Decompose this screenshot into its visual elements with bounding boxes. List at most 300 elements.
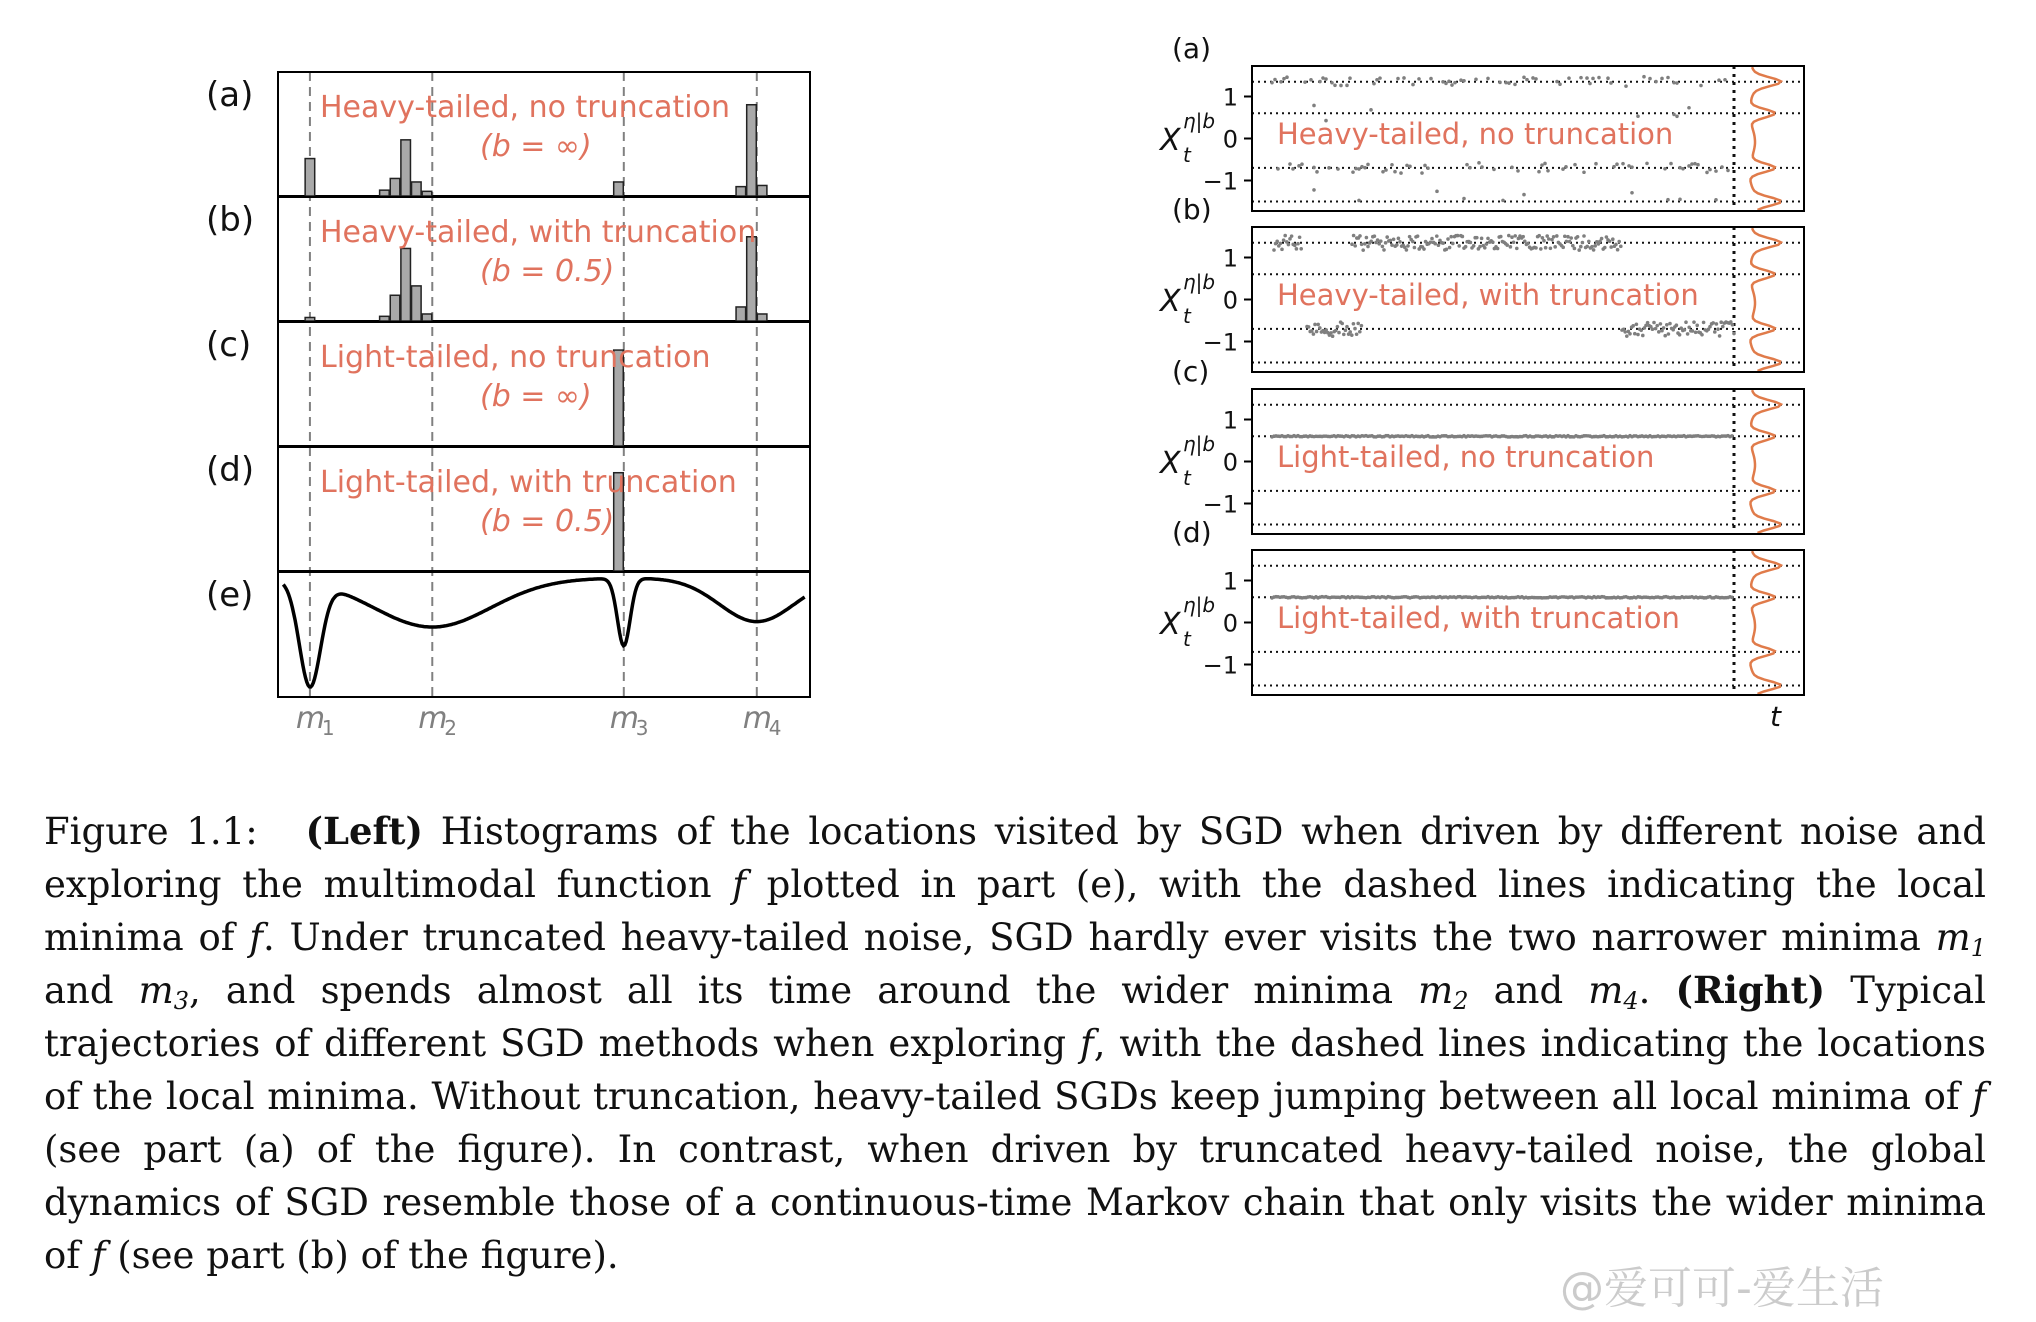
trajectory-point <box>1381 170 1385 174</box>
y-axis-label-superscript: η|b <box>1183 432 1216 456</box>
trajectory-point <box>1521 235 1525 239</box>
trajectory-point <box>1547 237 1551 241</box>
trajectory-point <box>1392 237 1396 241</box>
trajectory-point <box>1492 168 1496 172</box>
minimum-subscript: 3 <box>635 716 649 740</box>
trajectory-point <box>1464 245 1468 249</box>
trajectory-point <box>1303 80 1307 84</box>
trajectory-point <box>1408 165 1412 169</box>
panel-label: Light-tailed, no truncation <box>320 340 711 375</box>
trajectory-point <box>1687 106 1691 110</box>
trajectory-point <box>1360 324 1364 328</box>
trajectory-point <box>1430 237 1434 241</box>
trajectory-point <box>1285 75 1289 79</box>
trajectory-point <box>1507 81 1511 85</box>
trajectory-point <box>1732 332 1736 336</box>
trajectory-point <box>1564 165 1568 169</box>
histogram-bar <box>380 316 390 321</box>
trajectory-point <box>1660 77 1664 81</box>
trajectory-point <box>1363 166 1367 170</box>
trajectory-point <box>1356 322 1360 326</box>
trajectory-point <box>1641 334 1645 338</box>
trajectory-point <box>1714 198 1718 202</box>
y-axis-label-subscript: t <box>1183 304 1191 328</box>
trajectory-point <box>1522 193 1526 197</box>
trajectory-point <box>1336 325 1340 329</box>
trajectory-point <box>1501 199 1505 203</box>
trajectory-point <box>1723 78 1727 82</box>
trajectory-point <box>1275 240 1279 244</box>
histogram-bar <box>380 190 390 196</box>
trajectory-point <box>1345 325 1349 329</box>
histogram-bar <box>422 314 432 321</box>
trajectory-point <box>1351 170 1355 174</box>
trajectory-point <box>1654 80 1658 84</box>
histogram-bar <box>401 248 411 321</box>
trajectory-point <box>1372 82 1376 86</box>
trajectory-point <box>1696 163 1700 167</box>
trajectory-point <box>1581 241 1585 245</box>
panel-tag: (b) <box>206 200 255 240</box>
trajectory-point <box>1360 242 1364 246</box>
histogram-bar <box>614 182 624 196</box>
y-tick-label: −1 <box>1202 490 1238 519</box>
panel-parameter: (b = 0.5) <box>480 254 615 289</box>
trajectory-point <box>1353 244 1357 248</box>
trajectory-point <box>1334 329 1338 333</box>
trajectory-point <box>1429 77 1433 81</box>
trajectory-point <box>1369 239 1373 243</box>
trajectory-point <box>1513 83 1517 87</box>
panel-frame <box>278 572 810 697</box>
trajectory-point <box>1713 330 1717 334</box>
trajectory-point <box>1486 237 1490 241</box>
trajectory-point <box>1348 330 1352 334</box>
trajectory-point <box>1593 244 1597 248</box>
trajectory-point <box>1544 246 1548 250</box>
trajectory-point <box>1350 333 1354 337</box>
trajectory-point <box>1721 325 1725 329</box>
trajectory-point <box>1708 168 1712 172</box>
trajectory-point <box>1553 245 1557 249</box>
trajectory-point <box>1609 245 1613 249</box>
trajectory-point <box>1591 77 1595 81</box>
caption-right-text-2: , with the dashed lines indicating the locations of the local minima. Without truncation, heavy-tailed SGDs keep jumping between all local minima of <box>44 1022 1987 1118</box>
trajectory-point <box>1402 76 1406 80</box>
panel-tag: (a) <box>206 75 254 115</box>
trajectory-point <box>1279 242 1283 246</box>
trajectory-point <box>1448 246 1452 250</box>
trajectory-point <box>1366 163 1370 167</box>
trajectory-point <box>1715 322 1719 326</box>
trajectory-point <box>1318 80 1322 84</box>
trajectory-point <box>1588 82 1592 86</box>
trajectory-point <box>1429 240 1433 244</box>
trajectory-point <box>1730 595 1734 599</box>
math-f: f <box>1080 1022 1094 1065</box>
trajectory-point <box>1296 242 1300 246</box>
trajectory-point <box>1513 234 1517 238</box>
trajectory-point <box>1702 321 1706 325</box>
trajectory-point <box>1406 244 1410 248</box>
trajectory-point <box>1496 247 1500 251</box>
minimum-label: m <box>295 701 326 736</box>
trajectory-point <box>1299 247 1303 251</box>
y-axis-label-superscript: η|b <box>1183 270 1216 294</box>
math-m2: $m_2$ <box>1418 969 1469 1015</box>
y-tick-label: 1 <box>1222 83 1238 112</box>
trajectory-point <box>1483 246 1487 250</box>
trajectory-point <box>1358 330 1362 334</box>
density-curve <box>1751 67 1781 210</box>
trajectory-point <box>1435 190 1439 194</box>
trajectory-point <box>1376 238 1380 242</box>
histogram-bar <box>401 140 411 196</box>
trajectory-point <box>1279 80 1283 84</box>
math-m4: $m_4$ <box>1588 969 1639 1015</box>
histogram-bar <box>390 295 400 321</box>
trajectory-point <box>1681 167 1685 171</box>
trajectory-point <box>1659 322 1663 326</box>
trajectory-point <box>1361 248 1365 252</box>
histogram-bar <box>757 314 767 321</box>
trajectory-point <box>1357 167 1361 171</box>
y-axis-label-superscript: η|b <box>1183 109 1216 133</box>
trajectory-point <box>1558 82 1562 86</box>
trajectory-point <box>1582 170 1586 174</box>
trajectory-point <box>1366 245 1370 249</box>
trajectory-point <box>1655 324 1659 328</box>
math-f: f <box>91 1234 106 1277</box>
left-histogram-figure <box>206 72 810 740</box>
trajectory-point <box>1293 244 1297 248</box>
trajectory-point <box>1437 243 1441 247</box>
trajectory-point <box>1282 238 1286 242</box>
y-tick-label: 0 <box>1222 448 1238 477</box>
y-tick-label: 0 <box>1222 286 1238 315</box>
y-tick-label: 1 <box>1222 406 1238 435</box>
histogram-bar <box>757 185 767 196</box>
trajectory-point <box>1315 330 1319 334</box>
minimum-label: m <box>609 701 640 736</box>
multimodal-function-curve <box>283 579 804 687</box>
trajectory-point <box>1566 235 1570 239</box>
right-trajectory-figure <box>1158 32 1804 733</box>
panel-label: Heavy-tailed, with truncation <box>320 215 757 250</box>
trajectory-point <box>1413 246 1417 250</box>
trajectory-point <box>1396 77 1400 81</box>
histogram-bar <box>305 317 315 321</box>
trajectory-point <box>1313 323 1317 327</box>
trajectory-point <box>1474 77 1478 81</box>
trajectory-point <box>1667 332 1671 336</box>
trajectory-point <box>1639 328 1643 332</box>
trajectory-point <box>1534 246 1538 250</box>
trajectory-point <box>1312 332 1316 336</box>
y-tick-label: 0 <box>1222 609 1238 638</box>
trajectory-point <box>1280 248 1284 252</box>
trajectory-point <box>1283 234 1287 238</box>
trajectory-point <box>1447 80 1451 84</box>
trajectory-point <box>1615 162 1619 166</box>
trajectory-point <box>1694 330 1698 334</box>
histogram-bar <box>305 159 315 196</box>
trajectory-point <box>1507 234 1511 238</box>
trajectory-point <box>1475 236 1479 240</box>
panel-parameter: (b = ∞) <box>480 129 592 164</box>
trajectory-point <box>1534 77 1538 81</box>
caption-left-bold: (Left) <box>305 809 424 853</box>
trajectory-point <box>1719 320 1723 324</box>
y-axis-label-subscript: t <box>1183 466 1191 490</box>
trajectory-point <box>1449 235 1453 239</box>
caption-right-text-3: (see part (a) of the figure). In contrast, when driven by truncated heavy-tailed noise, the global dynamics of SGD resemble those of a continuous-time Markov chain that only visits the wider minima of <box>44 1128 1986 1277</box>
trajectory-point <box>1393 170 1397 174</box>
trajectory-point <box>1342 333 1346 337</box>
trajectory-point <box>1577 248 1581 252</box>
trajectory-point <box>1537 234 1541 238</box>
caption-right-text-4: (see part (b) of the figure). <box>117 1234 619 1277</box>
caption-left-text-4: , and spends almost all its time around the wider minima <box>189 969 1394 1012</box>
trajectory-point <box>1379 239 1383 243</box>
trajectory-point <box>1600 237 1604 241</box>
trajectory-point <box>1731 323 1735 327</box>
figure-caption <box>44 805 1986 1282</box>
trajectory-point <box>1705 171 1709 175</box>
trajectory-point <box>1457 244 1461 248</box>
trajectory-panel-tag: (d) <box>1172 516 1212 549</box>
trajectory-point <box>1718 334 1722 338</box>
caption-and: and <box>1493 969 1564 1012</box>
y-axis-label-superscript: η|b <box>1183 593 1216 617</box>
trajectory-point <box>1631 324 1635 328</box>
trajectory-point <box>1657 330 1661 334</box>
trajectory-point <box>1397 237 1401 241</box>
trajectory-point <box>1573 247 1577 251</box>
trajectory-panel-tag: (c) <box>1172 355 1210 388</box>
panel-tag: (e) <box>206 575 254 615</box>
trajectory-point <box>1692 320 1696 324</box>
trajectory-point <box>1446 237 1450 241</box>
trajectory-point <box>1498 81 1502 85</box>
trajectory-point <box>1333 83 1337 87</box>
trajectory-point <box>1365 236 1369 240</box>
trajectory-point <box>1486 77 1490 81</box>
trajectory-point <box>1491 240 1495 244</box>
trajectory-point <box>1623 330 1627 334</box>
trajectory-point <box>1270 81 1274 85</box>
trajectory-panel-label: Light-tailed, with truncation <box>1277 601 1680 635</box>
trajectory-point <box>1288 162 1292 166</box>
math-f: f <box>732 863 746 906</box>
trajectory-point <box>1273 78 1277 82</box>
trajectory-point <box>1485 242 1489 246</box>
trajectory-point <box>1675 81 1679 85</box>
trajectory-point <box>1327 166 1331 170</box>
trajectory-point <box>1291 167 1295 171</box>
math-m1: $m_1$ <box>1935 916 1986 962</box>
trajectory-point <box>1675 323 1679 327</box>
trajectory-point <box>1636 333 1640 337</box>
trajectory-point <box>1691 329 1695 333</box>
y-axis-label-subscript: t <box>1183 627 1191 651</box>
trajectory-point <box>1594 162 1598 166</box>
trajectory-point <box>1646 321 1650 325</box>
trajectory-point <box>1624 84 1628 88</box>
trajectory-point <box>1300 162 1304 166</box>
trajectory-point <box>1472 244 1476 248</box>
trajectory-point <box>1606 76 1610 80</box>
y-tick-label: −1 <box>1202 328 1238 357</box>
density-curve <box>1751 228 1781 371</box>
caption-left-text-3: . Under truncated heavy-tailed noise, SGD hardly ever visits the two narrower minima <box>262 916 1921 959</box>
y-tick-label: −1 <box>1202 651 1238 680</box>
trajectory-point <box>1576 235 1580 239</box>
trajectory-point <box>1612 165 1616 169</box>
trajectory-panel-tag: (a) <box>1172 32 1212 65</box>
trajectory-point <box>1645 162 1649 166</box>
trajectory-point <box>1628 332 1632 336</box>
density-curve <box>1751 551 1781 694</box>
histogram-bar <box>412 182 422 196</box>
trajectory-point <box>1555 234 1559 238</box>
trajectory-point <box>1619 245 1623 249</box>
histogram-bar <box>390 178 400 196</box>
trajectory-point <box>1336 167 1340 171</box>
trajectory-point <box>1423 164 1427 168</box>
trajectory-point <box>1505 243 1509 247</box>
trajectory-point <box>1585 76 1589 80</box>
trajectory-point <box>1468 166 1472 170</box>
trajectory-point <box>1276 167 1280 171</box>
trajectory-point <box>1453 81 1457 85</box>
histogram-bar <box>747 105 757 196</box>
trajectory-point <box>1315 170 1319 174</box>
trajectory-point <box>1465 163 1469 167</box>
trajectory-point <box>1555 80 1559 84</box>
trajectory-point <box>1678 333 1682 337</box>
trajectory-point <box>1422 247 1426 251</box>
trajectory-panel-tag: (b) <box>1172 193 1212 226</box>
y-tick-label: −1 <box>1202 167 1238 196</box>
math-m3: $m_3$ <box>138 969 190 1015</box>
trajectory-point <box>1678 198 1682 202</box>
trajectory-point <box>1290 234 1294 238</box>
trajectory-point <box>1298 235 1302 239</box>
panel-label: Heavy-tailed, no truncation <box>320 90 730 125</box>
histogram-bar <box>422 191 432 196</box>
trajectory-point <box>1444 82 1448 86</box>
trajectory-point <box>1587 240 1591 244</box>
trajectory-point <box>1662 326 1666 330</box>
trajectory-point <box>1345 84 1349 88</box>
trajectory-point <box>1609 81 1613 85</box>
trajectory-point <box>1552 235 1556 239</box>
trajectory-point <box>1590 245 1594 249</box>
trajectory-point <box>1635 322 1639 326</box>
trajectory-point <box>1730 434 1734 438</box>
trajectory-point <box>1420 171 1424 175</box>
trajectory-point <box>1469 241 1473 245</box>
math-f: f <box>249 916 263 959</box>
trajectory-point <box>1537 170 1541 174</box>
trajectory-point <box>1684 320 1688 324</box>
trajectory-point <box>1714 169 1718 173</box>
trajectory-point <box>1563 234 1567 238</box>
trajectory-point <box>1450 83 1454 87</box>
trajectory-point <box>1369 108 1373 112</box>
trajectory-point <box>1568 240 1572 244</box>
trajectory-point <box>1625 334 1629 338</box>
trajectory-point <box>1579 245 1583 249</box>
trajectory-point <box>1611 237 1615 241</box>
trajectory-point <box>1331 334 1335 338</box>
trajectory-point <box>1687 164 1691 168</box>
trajectory-point <box>1477 161 1481 165</box>
trajectory-point <box>1561 246 1565 250</box>
trajectory-point <box>1509 245 1513 249</box>
trajectory-point <box>1405 248 1409 252</box>
trajectory-point <box>1666 76 1670 80</box>
trajectory-point <box>1675 114 1679 118</box>
trajectory-point <box>1630 165 1634 169</box>
figure-label: Figure 1.1: <box>44 810 258 853</box>
trajectory-point <box>1310 329 1314 333</box>
trajectory-point <box>1579 76 1583 80</box>
trajectory-point <box>1687 325 1691 329</box>
density-curve <box>1751 390 1781 533</box>
y-axis-label: X <box>1160 446 1181 481</box>
trajectory-point <box>1309 78 1313 82</box>
trajectory-point <box>1399 171 1403 175</box>
trajectory-point <box>1717 78 1721 82</box>
trajectory-point <box>1295 247 1299 251</box>
trajectory-point <box>1389 239 1393 243</box>
trajectory-point <box>1665 323 1669 327</box>
trajectory-point <box>1504 81 1508 85</box>
trajectory-point <box>1398 240 1402 244</box>
trajectory-point <box>1633 332 1637 336</box>
trajectory-point <box>1663 167 1667 171</box>
panel-parameter: (b = ∞) <box>480 379 592 414</box>
trajectory-point <box>1614 243 1618 247</box>
trajectory-point <box>1617 240 1621 244</box>
y-tick-label: 1 <box>1222 567 1238 596</box>
trajectory-point <box>1426 166 1430 170</box>
trajectory-point <box>1350 242 1354 246</box>
trajectory-point <box>1461 235 1465 239</box>
trajectory-point <box>1603 246 1607 250</box>
trajectory-point <box>1411 240 1415 244</box>
trajectory-point <box>1435 234 1439 238</box>
trajectory-point <box>1355 332 1359 336</box>
trajectory-point <box>1512 240 1516 244</box>
trajectory-point <box>1539 247 1543 251</box>
trajectory-point <box>1417 77 1421 81</box>
trajectory-point <box>1390 163 1394 167</box>
trajectory-point <box>1384 241 1388 245</box>
trajectory-point <box>1651 327 1655 331</box>
trajectory-point <box>1720 165 1724 169</box>
x-axis-label: t <box>1770 700 1781 733</box>
trajectory-point <box>1616 248 1620 252</box>
trajectory-point <box>1478 245 1482 249</box>
trajectory-point <box>1543 162 1547 166</box>
trajectory-point <box>1462 79 1466 83</box>
trajectory-point <box>1565 240 1569 244</box>
trajectory-point <box>1312 188 1316 192</box>
trajectory-point <box>1441 241 1445 245</box>
